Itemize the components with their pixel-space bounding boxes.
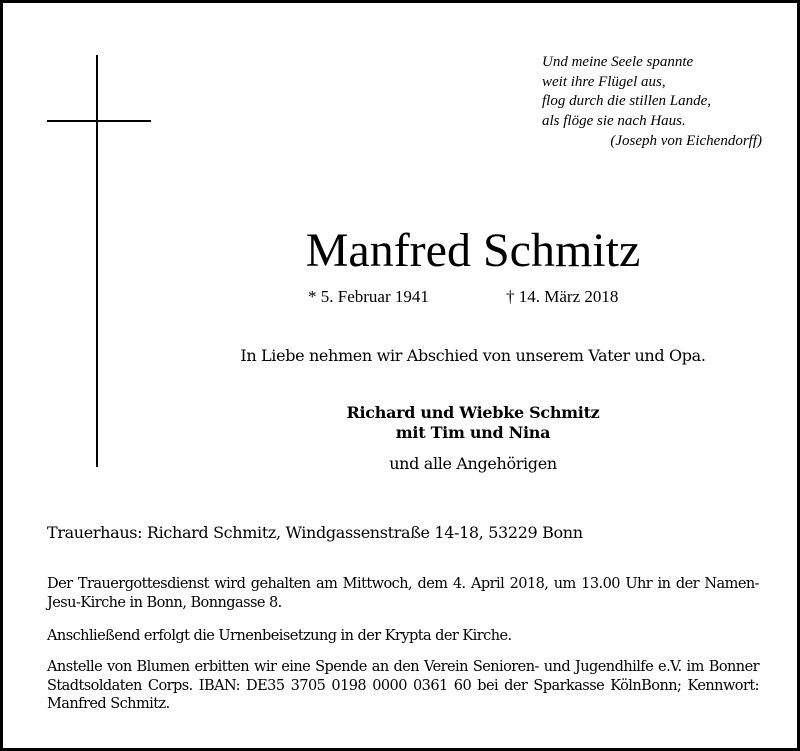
poem-line: weit ihre Flügel aus, <box>542 73 666 90</box>
poem-line: als flöge sie nach Haus. <box>542 112 686 129</box>
service-paragraph: Der Trauergottesdienst wird gehalten am Mittwoch, dem 4. April 2018, um 13.00 Uhr in der Namen-Jesu-Kirche in Bonn, Bonngasse 8. <box>47 576 759 611</box>
mourners-line: mit Tim und Nina <box>395 423 551 442</box>
birth-date: * 5. Februar 1941 <box>308 287 429 306</box>
poem-author: (Joseph von Eichendorff) <box>610 133 762 149</box>
poem-line: Und meine Seele spannte <box>542 54 694 70</box>
farewell-text: In Liebe nehmen wir Abschied von unserem Vater und Opa. <box>240 346 706 365</box>
mourning-house-address: Trauerhaus: Richard Schmitz, Windgassenstraße 14-18, 53229 Bonn <box>47 523 583 542</box>
poem-line: flog durch die stillen Lande, <box>542 93 712 109</box>
death-date: † 14. März 2018 <box>506 287 619 306</box>
mourners-line: Richard und Wiebke Schmitz <box>346 403 600 422</box>
poem-quote <box>542 53 782 152</box>
relatives-text: und alle Angehörigen <box>389 454 557 473</box>
deceased-name: Manfred Schmitz <box>305 224 641 277</box>
cross-icon-horizontal-bar <box>47 120 151 122</box>
mourners-names <box>153 403 793 443</box>
burial-paragraph: Anschließend erfolgt die Urnenbeisetzung in der Krypta der Kirche. <box>47 628 512 644</box>
cross-icon-vertical-bar <box>96 55 98 467</box>
donation-paragraph: Anstelle von Blumen erbitten wir eine Spende an den Verein Senioren- und Jugendhilfe e.V. im Bonner Stadtsoldaten Corps. IBAN: DE35 3705 0198 0000 0361 60 bei der Sparkasse KölnBonn; Kennwort: Manfred Schmitz. <box>47 659 759 712</box>
